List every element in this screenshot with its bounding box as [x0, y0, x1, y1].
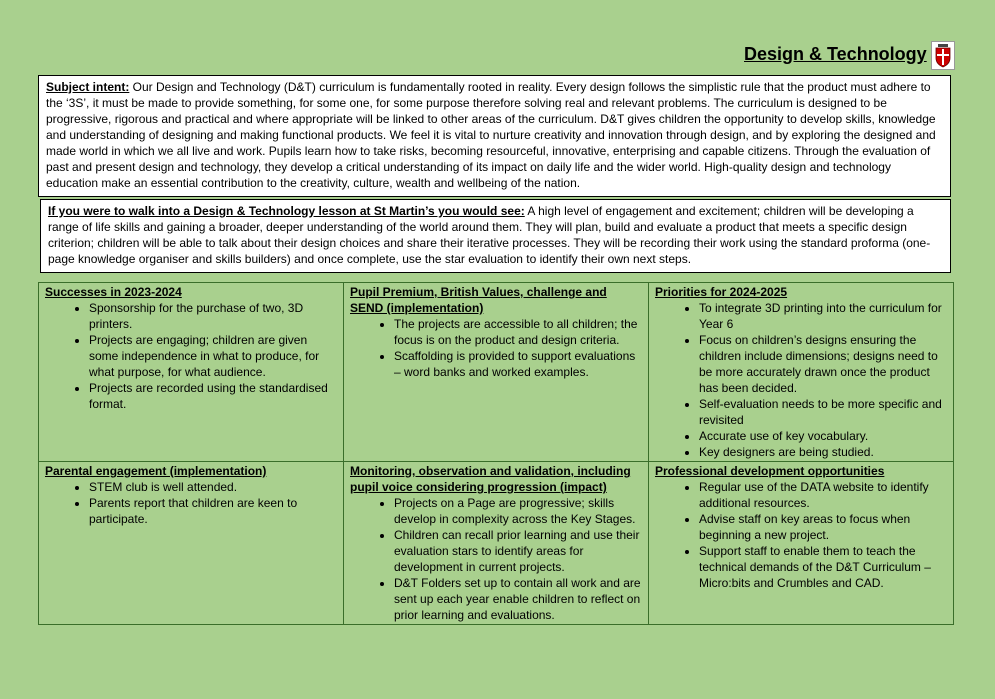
cell-heading: Successes in 2023-2024 [45, 285, 182, 299]
page-title: Design & Technology [744, 44, 927, 64]
cell-heading: Professional development opportunities [655, 464, 885, 478]
cell-list [45, 479, 337, 527]
cell-list [350, 316, 642, 380]
summary-grid [38, 282, 954, 625]
list-item: • Children can recall prior learning and use their evaluation stars to identify areas for development in current projects. [394, 527, 642, 575]
list-item: • Accurate use of key vocabulary. [699, 428, 947, 444]
successes-cell [39, 283, 344, 462]
list-item: • STEM club is well attended. [89, 479, 337, 495]
cell-heading: Pupil Premium, British Values, challenge and SEND (implementation) [350, 285, 607, 315]
list-item: • Key designers are being studied. [699, 444, 947, 460]
parental-engagement-cell [39, 462, 344, 625]
priorities-cell [649, 283, 954, 462]
list-item: • Self-evaluation needs to be more specific and revisited [699, 396, 947, 428]
subject-intent-heading: Subject intent: [46, 80, 130, 94]
list-item: • D&T Folders set up to contain all work and are sent up each year enable children to reflect on prior learning and evaluations. [394, 575, 642, 623]
list-item: • To integrate 3D printing into the curriculum for Year 6 [699, 300, 947, 332]
lesson-walk-heading: If you were to walk into a Design & Technology lesson at St Martin’s you would see: [48, 204, 525, 218]
list-item: • Projects on a Page are progressive; skills develop in complexity across the Key Stages. [394, 495, 642, 527]
professional-development-cell [649, 462, 954, 625]
lesson-walk-box [40, 199, 951, 273]
list-item: • The projects are accessible to all children; the focus is on the product and design criteria. [394, 316, 642, 348]
list-item: • Sponsorship for the purchase of two, 3D printers. [89, 300, 337, 332]
list-item: • Support staff to enable them to teach the technical demands of the D&T Curriculum – Micro:bits and Crumbles and CAD. [699, 543, 947, 591]
cell-heading: Priorities for 2024-2025 [655, 285, 788, 299]
pupil-premium-cell [344, 283, 649, 462]
monitoring-cell [344, 462, 649, 625]
subject-intent-text: Our Design and Technology (D&T) curriculum is fundamentally rooted in reality. Every design follows the simplistic rule that the product must adhere to the ‘3S’, it must be made to provide something, for some one, for some purpose therefore solving real and relevant problems. The curriculum is designed to be progressive, rigorous and practical and where appropriate will be linked to other areas of the curriculum. D&T gives children the opportunity to develop skills, knowledge and understanding of designing and making functional products. We feel it is vital to nurture creativity and innovation through design, and by exploring the designed and made world in which we all live and work. Pupils learn how to take risks, becoming resourceful, innovative, enterprising and capable citizens. Through the evaluation of past and present design and technology, they develop a critical understanding of its impact on daily life and the wider world. High-quality design and technology education make an essential contribution to the creativity, culture, wealth and wellbeing of the nation. [46, 80, 936, 190]
cell-list [350, 495, 642, 623]
cell-list [45, 300, 337, 412]
cell-heading: Parental engagement (implementation) [45, 464, 267, 478]
list-item: • Projects are recorded using the standardised format. [89, 380, 337, 412]
list-item: • Parents report that children are keen to participate. [89, 495, 337, 527]
cell-list [655, 300, 947, 460]
lesson-walk-text: A high level of engagement and excitement; children will be developing a range of life skills and gaining a broader, deeper understanding of the world around them. They will plan, build and evaluate a product that meets a specific design criterion; children will be able to talk about their design choices and share their iterative processes. They will be recording their work using the standard proforma (one-page knowledge organiser and skills builders) and once complete, use the star evaluation to identify their own next steps. [48, 204, 931, 266]
list-item: • Projects are engaging; children are given some independence in what to produce, for what purpose, for what audience. [89, 332, 337, 380]
list-item: • Advise staff on key areas to focus when beginning a new project. [699, 511, 947, 543]
cell-list [655, 479, 947, 591]
list-item: • Focus on children’s designs ensuring the children include dimensions; designs need to be more accurately drawn once the product has been decided. [699, 332, 947, 396]
subject-intent-box [38, 75, 951, 197]
school-crest-icon [931, 41, 955, 70]
list-item: • Scaffolding is provided to support evaluations – word banks and worked examples. [394, 348, 642, 380]
cell-heading: Monitoring, observation and validation, including pupil voice considering progression (impact) [350, 464, 631, 494]
list-item: • Regular use of the DATA website to identify additional resources. [699, 479, 947, 511]
